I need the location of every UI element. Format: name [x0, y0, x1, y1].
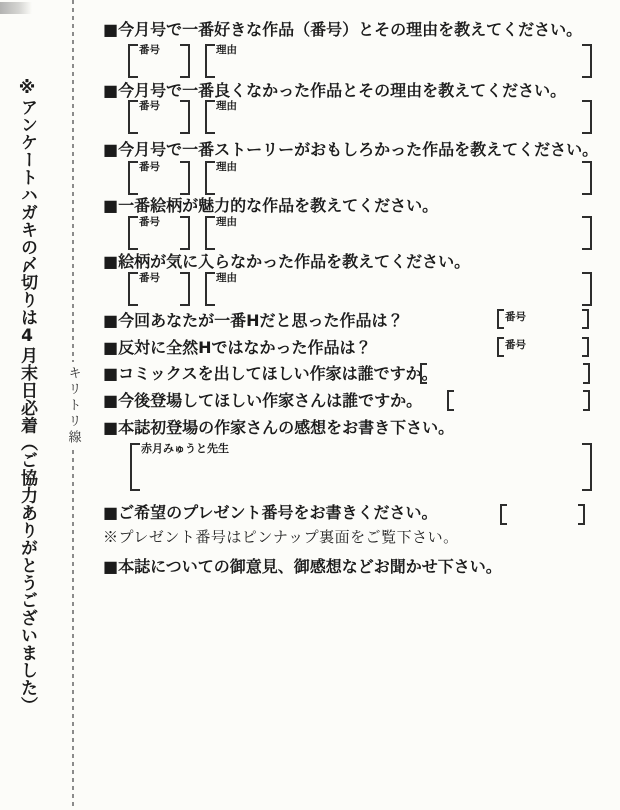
question-4-number-box	[128, 216, 190, 250]
question-3-number-box	[128, 161, 190, 195]
question-7-number-box	[497, 337, 589, 357]
debut-author-label: 赤月みゅうと先生	[141, 442, 229, 455]
number-box-label: 番号	[505, 339, 526, 351]
number-box-label: 番号	[139, 100, 160, 112]
question-1-text: 今月号で一番好きな作品（番号）とその理由を教えてください。	[118, 20, 583, 39]
question-5-number-box	[128, 272, 190, 306]
question-3-heading	[103, 140, 598, 160]
reason-box-label: 理由	[216, 161, 237, 173]
square-bullet-icon: ■	[103, 196, 119, 215]
question-6-number-box	[497, 309, 589, 329]
number-box-label: 番号	[139, 44, 160, 56]
square-bullet-icon: ■	[103, 81, 119, 100]
cut-line-label: キリトリ線	[65, 366, 81, 446]
square-bullet-icon: ■	[103, 418, 119, 437]
question-1-heading	[103, 20, 582, 40]
scan-edge-smudge	[0, 2, 32, 14]
cut-line-dashes-top	[72, 0, 74, 362]
question-11-text: ご希望のプレゼント番号をお書きください。	[118, 503, 438, 522]
question-2-text: 今月号で一番良くなかった作品とその理由を教えてください。	[118, 81, 567, 100]
square-bullet-icon: ■	[103, 140, 119, 159]
square-bullet-icon: ■	[103, 338, 119, 357]
question-9-heading	[103, 391, 422, 411]
question-11-heading	[103, 503, 438, 523]
question-10-heading	[103, 418, 454, 438]
question-10-text: 本誌初登場の作家さんの感想をお書き下さい。	[118, 418, 455, 437]
reason-box-label: 理由	[216, 272, 237, 284]
question-1-reason-box	[205, 44, 592, 78]
question-5-heading	[103, 252, 470, 272]
question-8-answer-box	[420, 363, 590, 384]
question-8-heading	[103, 364, 438, 384]
square-bullet-icon: ■	[103, 364, 119, 383]
question-8-text: コミックスを出してほしい作家は誰ですか。	[118, 364, 438, 383]
question-2-heading	[103, 81, 566, 101]
question-2-number-box	[128, 100, 190, 134]
cut-line	[66, 0, 80, 810]
question-12-heading	[103, 557, 502, 577]
question-7-text: 反対に全然Hではなかった作品は？	[118, 338, 372, 357]
reason-box-label: 理由	[216, 216, 237, 228]
reason-box-label: 理由	[216, 44, 237, 56]
question-4-heading	[103, 196, 438, 216]
question-3-reason-box	[205, 161, 592, 195]
question-4-reason-box	[205, 216, 592, 250]
number-box-label: 番号	[139, 216, 160, 228]
square-bullet-icon: ■	[103, 391, 119, 410]
present-number-note: ※プレゼント番号はピンナップ裏面をご覧下さい。	[103, 528, 459, 546]
question-6-text: 今回あなたが一番Hだと思った作品は？	[118, 311, 404, 330]
question-5-reason-box	[205, 272, 592, 306]
square-bullet-icon: ■	[103, 557, 119, 576]
number-box-label: 番号	[505, 311, 526, 323]
question-1-number-box	[128, 44, 190, 78]
square-bullet-icon: ■	[103, 20, 119, 39]
square-bullet-icon: ■	[103, 503, 119, 522]
question-5-text: 絵柄が気に入らなかった作品を教えてください。	[118, 252, 471, 271]
number-box-label: 番号	[139, 272, 160, 284]
square-bullet-icon: ■	[103, 252, 119, 271]
question-12-text: 本誌についての御意見、御感想などお聞かせ下さい。	[118, 557, 502, 576]
cut-line-dashes-bottom	[72, 450, 74, 810]
question-9-text: 今後登場してほしい作家さんは誰ですか。	[118, 391, 423, 410]
question-11-answer-box	[500, 504, 585, 525]
question-9-answer-box	[447, 390, 590, 411]
question-6-heading	[103, 311, 404, 331]
deadline-note: ※アンケートハガキの〆切りは4月末日必着（ご協力ありがとうございました）	[17, 78, 37, 714]
question-3-text: 今月号で一番ストーリーがおもしろかった作品を教えてください。	[118, 140, 599, 159]
question-10-comment-box	[130, 443, 592, 491]
square-bullet-icon: ■	[103, 311, 119, 330]
question-4-text: 一番絵柄が魅力的な作品を教えてください。	[118, 196, 439, 215]
reason-box-label: 理由	[216, 100, 237, 112]
question-2-reason-box	[205, 100, 592, 134]
number-box-label: 番号	[139, 161, 160, 173]
question-7-heading	[103, 338, 372, 358]
